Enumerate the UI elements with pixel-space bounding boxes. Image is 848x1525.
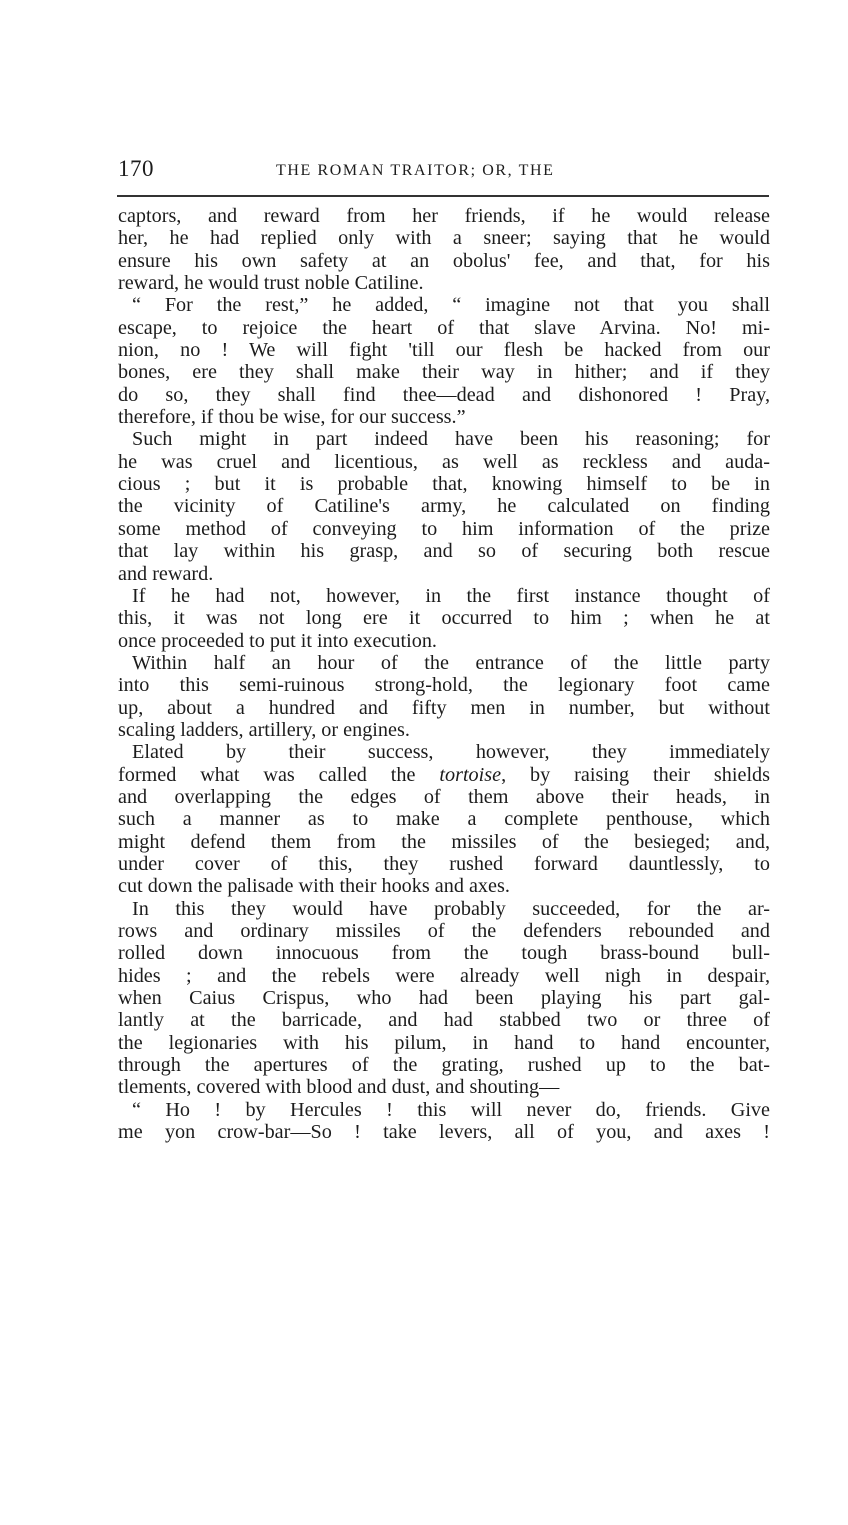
text-line: this, it was not long ere it occurred to him ; when he at [118, 607, 770, 630]
text-line: Within half an hour of the entrance of the little party [132, 651, 770, 674]
text-line: once proceeded to put it into execution. [118, 629, 437, 652]
running-title: THE ROMAN TRAITOR; OR, THE [276, 162, 555, 179]
text-line: that lay within his grasp, and so of securing both rescue [118, 540, 770, 563]
text-line: Elated by their success, however, they immediately [132, 741, 770, 764]
text-line: Such might in part indeed have been his reasoning; for [132, 428, 770, 451]
text-line: escape, to rejoice the heart of that slave Arvina. No! mi- [118, 316, 770, 339]
header-rule [117, 195, 769, 197]
text-line: some method of conveying to him information of the prize [118, 517, 770, 540]
text-line: such a manner as to make a complete penthouse, which [118, 808, 770, 831]
text-line: lantly at the barricade, and had stabbed two or three of [118, 1009, 770, 1032]
text-line: the legionaries with his pilum, in hand to hand encounter, [118, 1031, 770, 1054]
text-line: might defend them from the missiles of the besieged; and, [118, 830, 770, 853]
text-line: If he had not, however, in the first instance thought of [132, 584, 770, 607]
text-line: up, about a hundred and fifty men in number, but without [118, 696, 770, 719]
text-line: scaling ladders, artillery, or engines. [118, 718, 410, 741]
text-line: “ For the rest,” he added, “ imagine not that you shall [132, 294, 770, 317]
text-line: through the apertures of the grating, rushed up to the bat- [118, 1054, 770, 1077]
text-line: cious ; but it is probable that, knowing himself to be in [118, 473, 770, 496]
text-line: “ Ho ! by Hercules ! this will never do, friends. Give [132, 1098, 770, 1121]
text-line: bones, ere they shall make their way in hither; and if they [118, 361, 770, 384]
text-line: formed what was called the tortoise, by raising their shields [118, 763, 771, 786]
body-text [118, 205, 770, 1143]
text-line: he was cruel and licentious, as well as reckless and auda- [118, 450, 770, 473]
text-line: captors, and reward from her friends, if he would release [118, 205, 770, 227]
text-line: when Caius Crispus, who had been playing his part gal- [118, 987, 770, 1010]
text-line: reward, he would trust noble Catiline. [118, 272, 424, 295]
text-line: and reward. [118, 562, 214, 585]
text-line: tlements, covered with blood and dust, and shouting— [118, 1076, 560, 1099]
text-line: her, he had replied only with a sneer; saying that he would [118, 227, 770, 250]
text-line: cut down the palisade with their hooks and axes. [118, 875, 510, 898]
text-line: the vicinity of Catiline's army, he calculated on finding [118, 495, 770, 518]
text-line: In this they would have probably succeeded, for the ar- [132, 897, 770, 920]
text-line: under cover of this, they rushed forward dauntlessly, to [118, 852, 770, 875]
text-line: therefore, if thou be wise, for our success.” [118, 406, 466, 429]
page-header [118, 156, 768, 190]
text-line: ensure his own safety at an obolus' fee, and that, for his [118, 249, 770, 272]
text-line: hides ; and the rebels were already well nigh in despair, [118, 964, 770, 987]
text-line: me yon crow-bar—So ! take levers, all of you, and axes ! [118, 1121, 770, 1144]
text-line: nion, no ! We will fight 'till our flesh be hacked from our [118, 339, 770, 362]
page-number: 170 [118, 156, 154, 181]
text-line: do so, they shall find thee—dead and dishonored ! Pray, [118, 383, 770, 406]
text-line: rolled down innocuous from the tough brass-bound bull- [118, 942, 770, 965]
text-line: and overlapping the edges of them above their heads, in [118, 785, 770, 808]
text-line: rows and ordinary missiles of the defenders rebounded and [118, 920, 770, 942]
text-line: into this semi-ruinous strong-hold, the legionary foot came [118, 674, 770, 697]
